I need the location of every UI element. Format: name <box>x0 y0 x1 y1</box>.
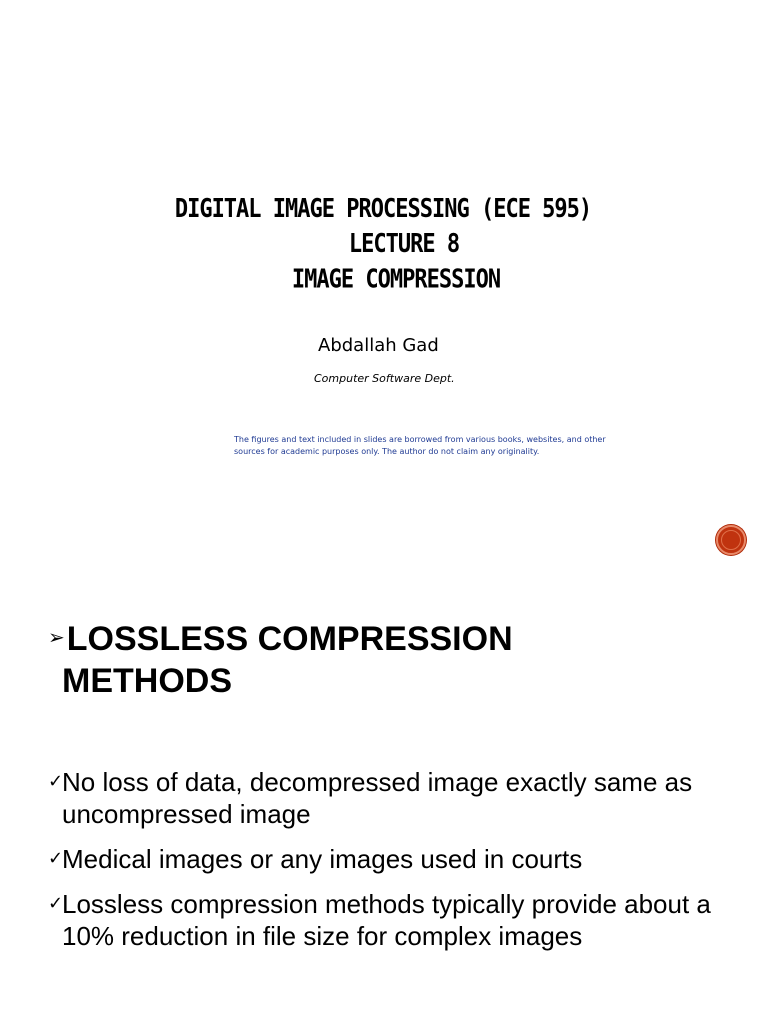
content-slide <box>0 585 768 1024</box>
checkmark-icon: ✓ <box>48 893 64 914</box>
department: Computer Software Dept. <box>314 372 455 385</box>
slide-title <box>0 192 768 298</box>
disclaimer-text: The figures and text included in slides are borrowed from various books, websites, and other sources for academic purposes only. The author do not claim any originality. <box>234 435 606 456</box>
title-course: DIGITAL IMAGE PROCESSING (ECE 595) <box>174 194 592 224</box>
checkmark-icon: ✓ <box>48 848 64 869</box>
bullet-text: No loss of data, decompressed image exactly same as uncompressed image <box>62 767 693 829</box>
heading-line-1: LOSSLESS COMPRESSION <box>66 620 513 658</box>
checkmark-icon: ✓ <box>48 771 64 792</box>
bullet-text: Medical images or any images used in courts <box>62 844 583 874</box>
title-topic: IMAGE COMPRESSION <box>291 265 501 295</box>
bullet-text: Lossless compression methods typically provide about a 10% reduction in file size for complex images <box>62 889 711 951</box>
list-item <box>48 888 748 952</box>
arrow-bullet-icon: ➢ <box>48 625 65 649</box>
title-lecture: LECTURE 8 <box>348 229 460 260</box>
list-item <box>48 766 748 830</box>
slide-marker-circle-icon <box>716 525 746 555</box>
heading-line-2: METHODS <box>62 662 232 700</box>
author-name: Abdallah Gad <box>318 335 439 356</box>
bullet-list <box>48 766 748 965</box>
slide-heading <box>48 616 748 702</box>
list-item <box>48 843 748 875</box>
